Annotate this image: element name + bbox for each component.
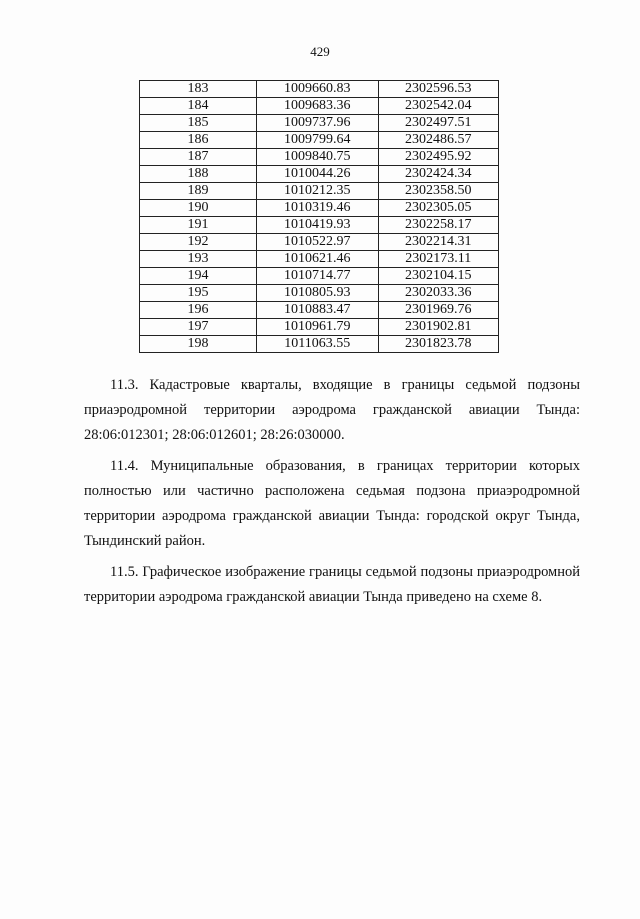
x-coordinate-cell: 1010419.93	[257, 217, 378, 234]
x-coordinate-cell: 1010044.26	[257, 166, 378, 183]
point-number-cell: 185	[140, 115, 257, 132]
y-coordinate-cell: 2302542.04	[378, 98, 499, 115]
coordinates-table-body	[140, 81, 499, 353]
x-coordinate-cell: 1010522.97	[257, 234, 378, 251]
y-coordinate-cell: 2302033.36	[378, 285, 499, 302]
point-number-cell: 197	[140, 319, 257, 336]
x-coordinate-cell: 1010714.77	[257, 268, 378, 285]
point-number-cell: 191	[140, 217, 257, 234]
point-number-cell: 196	[140, 302, 257, 319]
table-row	[140, 234, 499, 251]
y-coordinate-cell: 2302424.34	[378, 166, 499, 183]
y-coordinate-cell: 2302486.57	[378, 132, 499, 149]
y-coordinate-cell: 2302214.31	[378, 234, 499, 251]
y-coordinate-cell: 2301969.76	[378, 302, 499, 319]
x-coordinate-cell: 1010319.46	[257, 200, 378, 217]
y-coordinate-cell: 2302104.15	[378, 268, 499, 285]
y-coordinate-cell: 2302305.05	[378, 200, 499, 217]
y-coordinate-cell: 2302358.50	[378, 183, 499, 200]
table-row	[140, 115, 499, 132]
point-number-cell: 188	[140, 166, 257, 183]
table-row	[140, 319, 499, 336]
table-row	[140, 166, 499, 183]
table-row	[140, 200, 499, 217]
table-row	[140, 268, 499, 285]
paragraph-11-3: 11.3. Кадастровые кварталы, входящие в границы седьмой подзоны приаэродромной территории аэродрома гражданской авиации Тында: 28:06:012301; 28:06:012601; 28:26:030000.	[84, 377, 580, 443]
point-number-cell: 183	[140, 81, 257, 98]
table-row	[140, 81, 499, 98]
y-coordinate-cell: 2301902.81	[378, 319, 499, 336]
paragraphs-block	[84, 373, 580, 616]
point-number-cell: 187	[140, 149, 257, 166]
point-number-cell: 192	[140, 234, 257, 251]
x-coordinate-cell: 1009660.83	[257, 81, 378, 98]
x-coordinate-cell: 1010621.46	[257, 251, 378, 268]
y-coordinate-cell: 2302173.11	[378, 251, 499, 268]
x-coordinate-cell: 1009799.64	[257, 132, 378, 149]
table-row	[140, 217, 499, 234]
x-coordinate-cell: 1010961.79	[257, 319, 378, 336]
point-number-cell: 189	[140, 183, 257, 200]
x-coordinate-cell: 1010805.93	[257, 285, 378, 302]
point-number-cell: 186	[140, 132, 257, 149]
point-number-cell: 198	[140, 336, 257, 353]
page-number: 429	[310, 44, 330, 59]
table-row	[140, 336, 499, 353]
x-coordinate-cell: 1009840.75	[257, 149, 378, 166]
x-coordinate-cell: 1009737.96	[257, 115, 378, 132]
x-coordinate-cell: 1010212.35	[257, 183, 378, 200]
x-coordinate-cell: 1009683.36	[257, 98, 378, 115]
table-row	[140, 98, 499, 115]
table-row	[140, 285, 499, 302]
y-coordinate-cell: 2302258.17	[378, 217, 499, 234]
y-coordinate-cell: 2301823.78	[378, 336, 499, 353]
y-coordinate-cell: 2302495.92	[378, 149, 499, 166]
y-coordinate-cell: 2302497.51	[378, 115, 499, 132]
point-number-cell: 194	[140, 268, 257, 285]
paragraph-11-5: 11.5. Графическое изображение границы седьмой подзоны приаэродромной территории аэродрома гражданской авиации Тында приведено на схеме 8.	[84, 564, 580, 605]
point-number-cell: 193	[140, 251, 257, 268]
y-coordinate-cell: 2302596.53	[378, 81, 499, 98]
paragraph-11-4: 11.4. Муниципальные образования, в границах территории которых полностью или частично расположена седьмая подзона приаэродромной территории аэродрома гражданской авиации Тында: городской округ Тында, Тындинский район.	[84, 458, 580, 549]
table-row	[140, 302, 499, 319]
table-row	[140, 132, 499, 149]
point-number-cell: 195	[140, 285, 257, 302]
point-number-cell: 190	[140, 200, 257, 217]
point-number-cell: 184	[140, 98, 257, 115]
coordinates-table	[139, 80, 499, 353]
x-coordinate-cell: 1010883.47	[257, 302, 378, 319]
table-row	[140, 251, 499, 268]
x-coordinate-cell: 1011063.55	[257, 336, 378, 353]
table-row	[140, 149, 499, 166]
table-row	[140, 183, 499, 200]
